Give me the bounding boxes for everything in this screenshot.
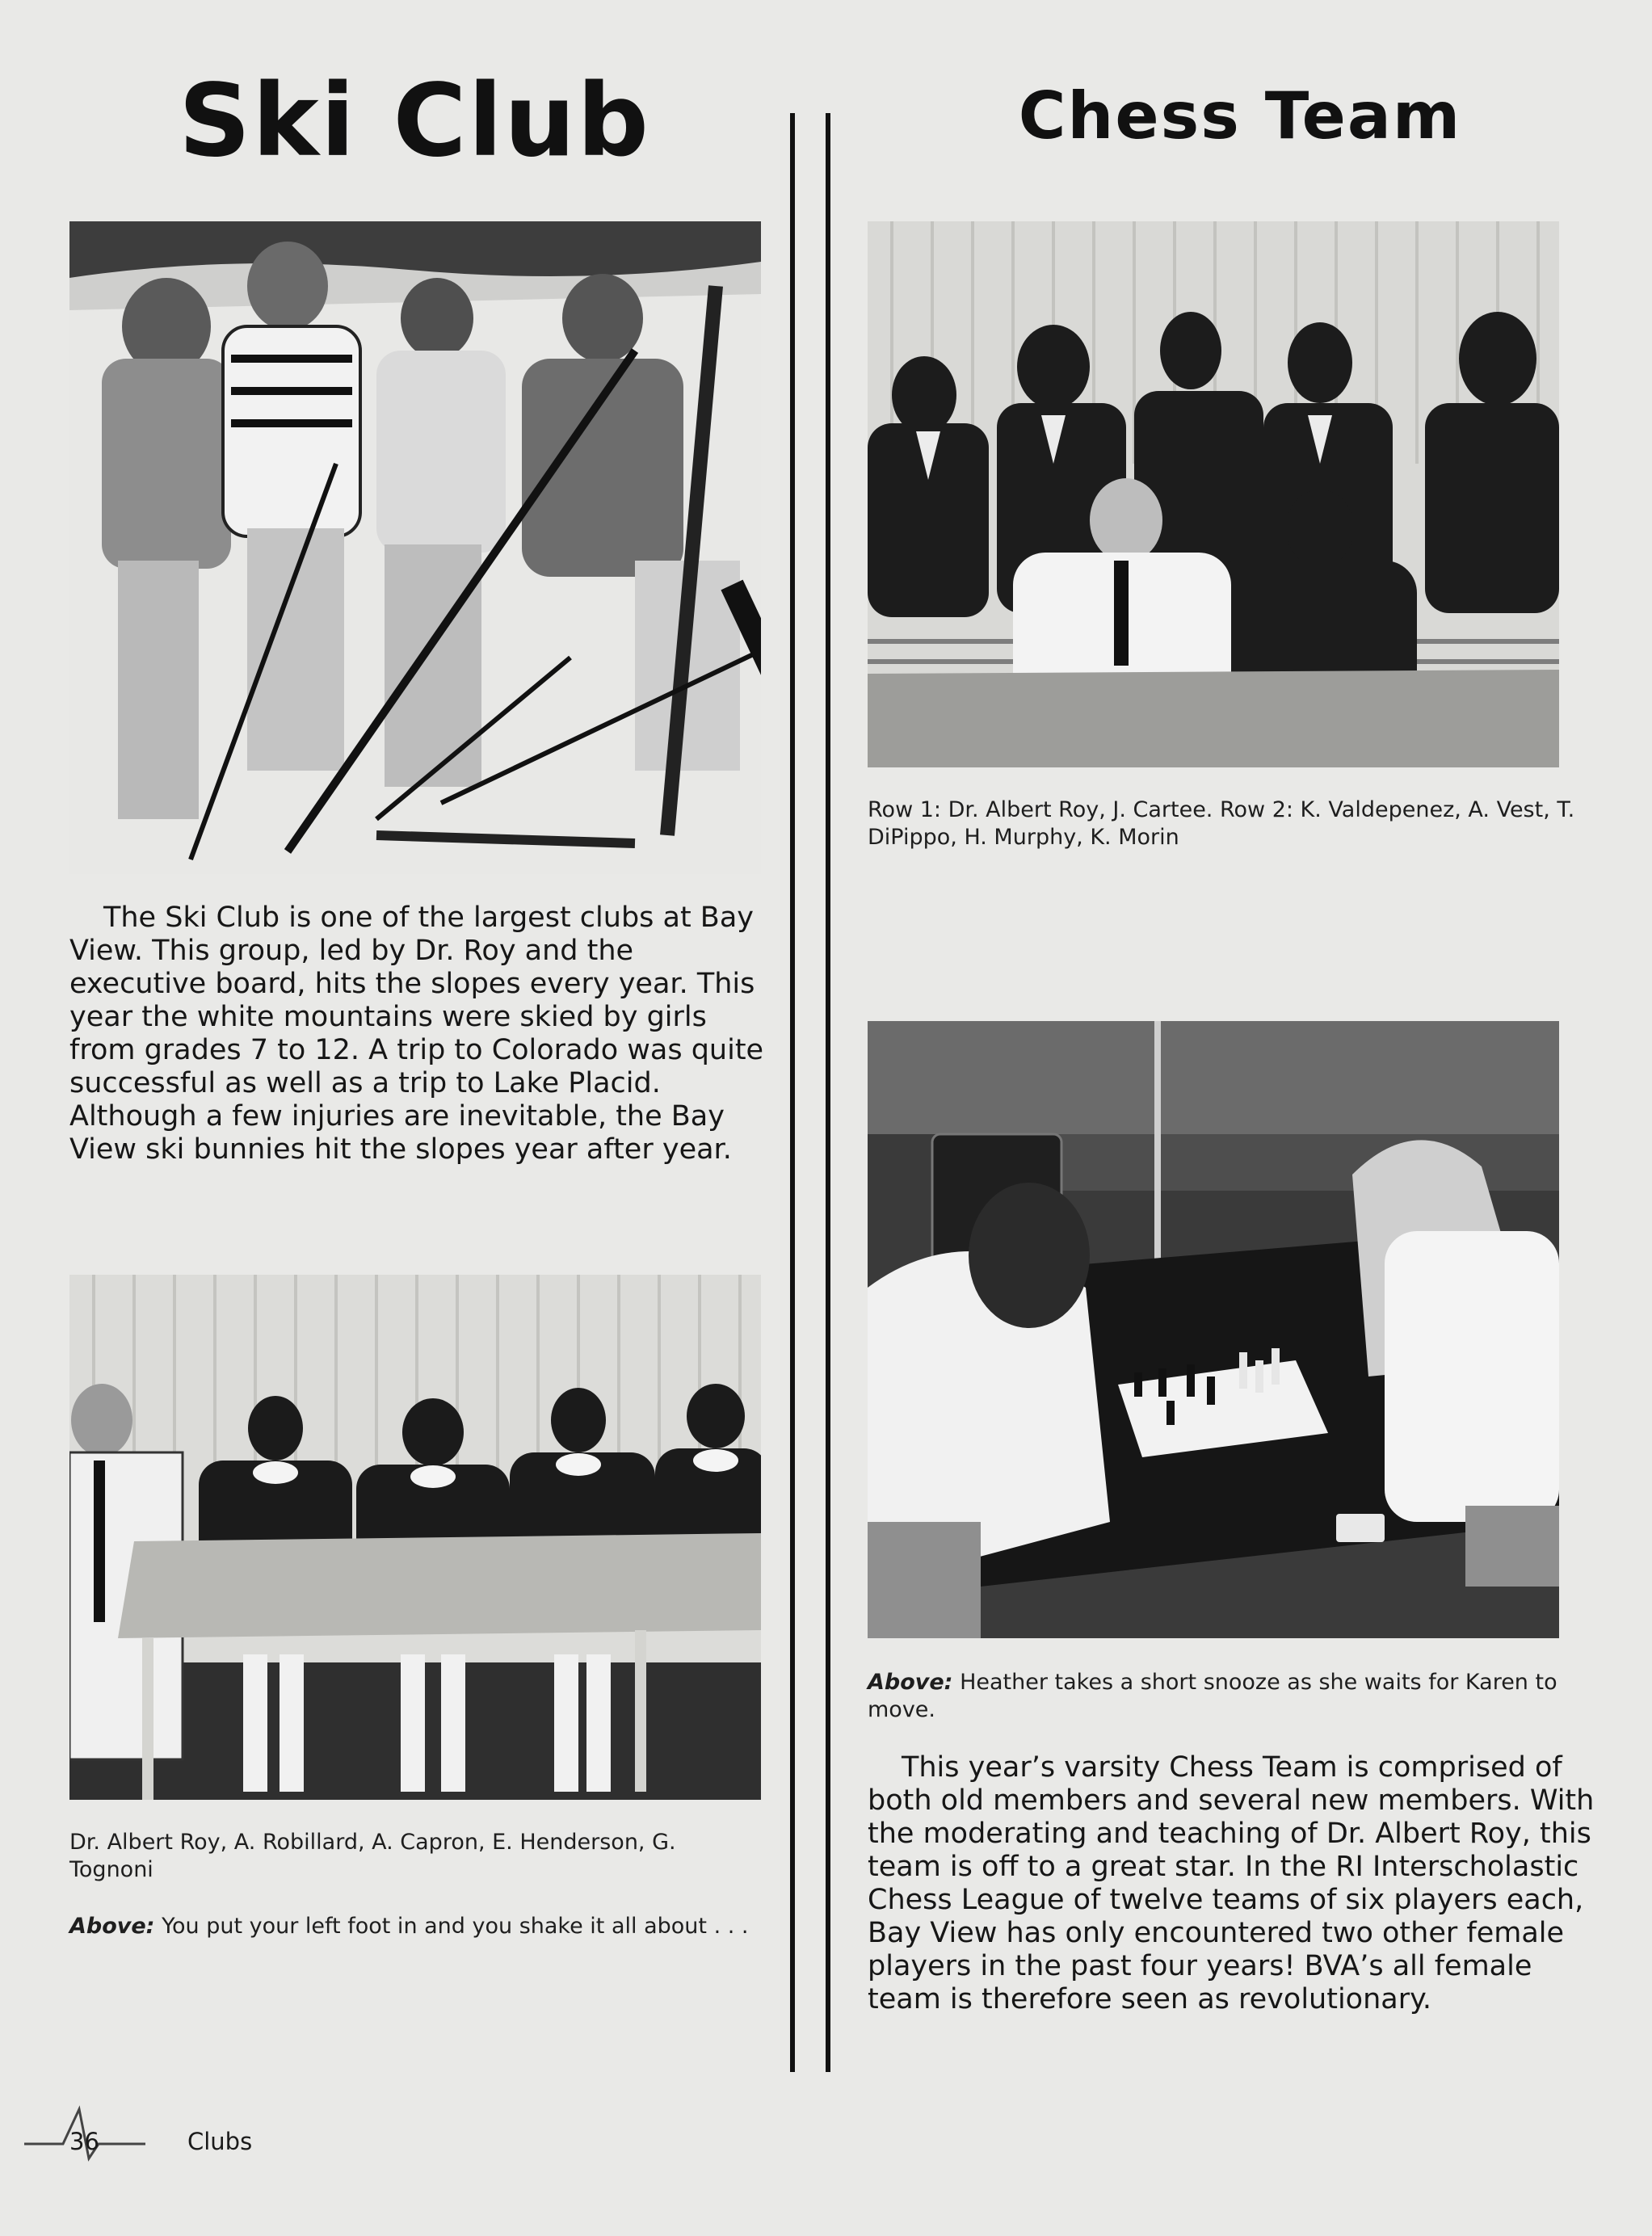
ski-club-description-text: The Ski Club is one of the largest clubs at Bay View. This group, led by Dr. Roy and the executive board, hits the slopes every year. This year the white mountains were skied by girls from grades 7 to 12. A trip to Colorado was quite successful as well as a trip to Lake Placid. Although a few injuries are inevitable, the Bay View ski bunnies hit the slopes year after year. — [69, 902, 764, 1166]
page-number: 36 — [69, 2128, 99, 2155]
column-divider-left — [790, 113, 795, 2072]
chess-team-photo — [868, 221, 1559, 767]
ski-club-photo — [69, 221, 761, 874]
chess-team-description — [868, 1751, 1599, 2016]
chess-above-label: Above: — [868, 1670, 953, 1695]
chess-above-text: Heather takes a short snooze as she waits for Karen to move. — [868, 1670, 1557, 1722]
chess-above-caption — [868, 1669, 1595, 1724]
chess-group-caption: Row 1: Dr. Albert Roy, J. Cartee. Row 2: K. Valdepenez, A. Vest, T. DiPippo, H. Murphy, K. Morin — [868, 797, 1575, 850]
ski-club-heading: Ski Club — [179, 63, 650, 179]
chess-team-description-text: This year’s varsity Chess Team is comprised of both old members and several new members. With the moderating and teaching of Dr. Albert Roy, this team is off to a great star. In the RI Interscholastic Chess League of twelve teams of six players each, Bay View has only encountered two other female players in the past four years! BVA’s all female team is therefore seen as revolutionary. — [868, 1751, 1595, 2015]
column-divider-right — [826, 113, 830, 2072]
section-label: Clubs — [187, 2128, 253, 2155]
ski-above-label: Above: — [69, 1914, 155, 1939]
chess-game-photo — [868, 1021, 1559, 1638]
ski-above-caption — [69, 1913, 764, 1940]
ski-above-text: You put your left foot in and you shake it all about . . . — [162, 1914, 749, 1939]
ski-group-caption: Dr. Albert Roy, A. Robillard, A. Capron, E. Henderson, G. Tognoni — [69, 1830, 676, 1882]
chess-team-heading: Chess Team — [1018, 78, 1462, 153]
ski-club-group-photo — [69, 1275, 761, 1800]
ski-club-description — [69, 902, 764, 1166]
